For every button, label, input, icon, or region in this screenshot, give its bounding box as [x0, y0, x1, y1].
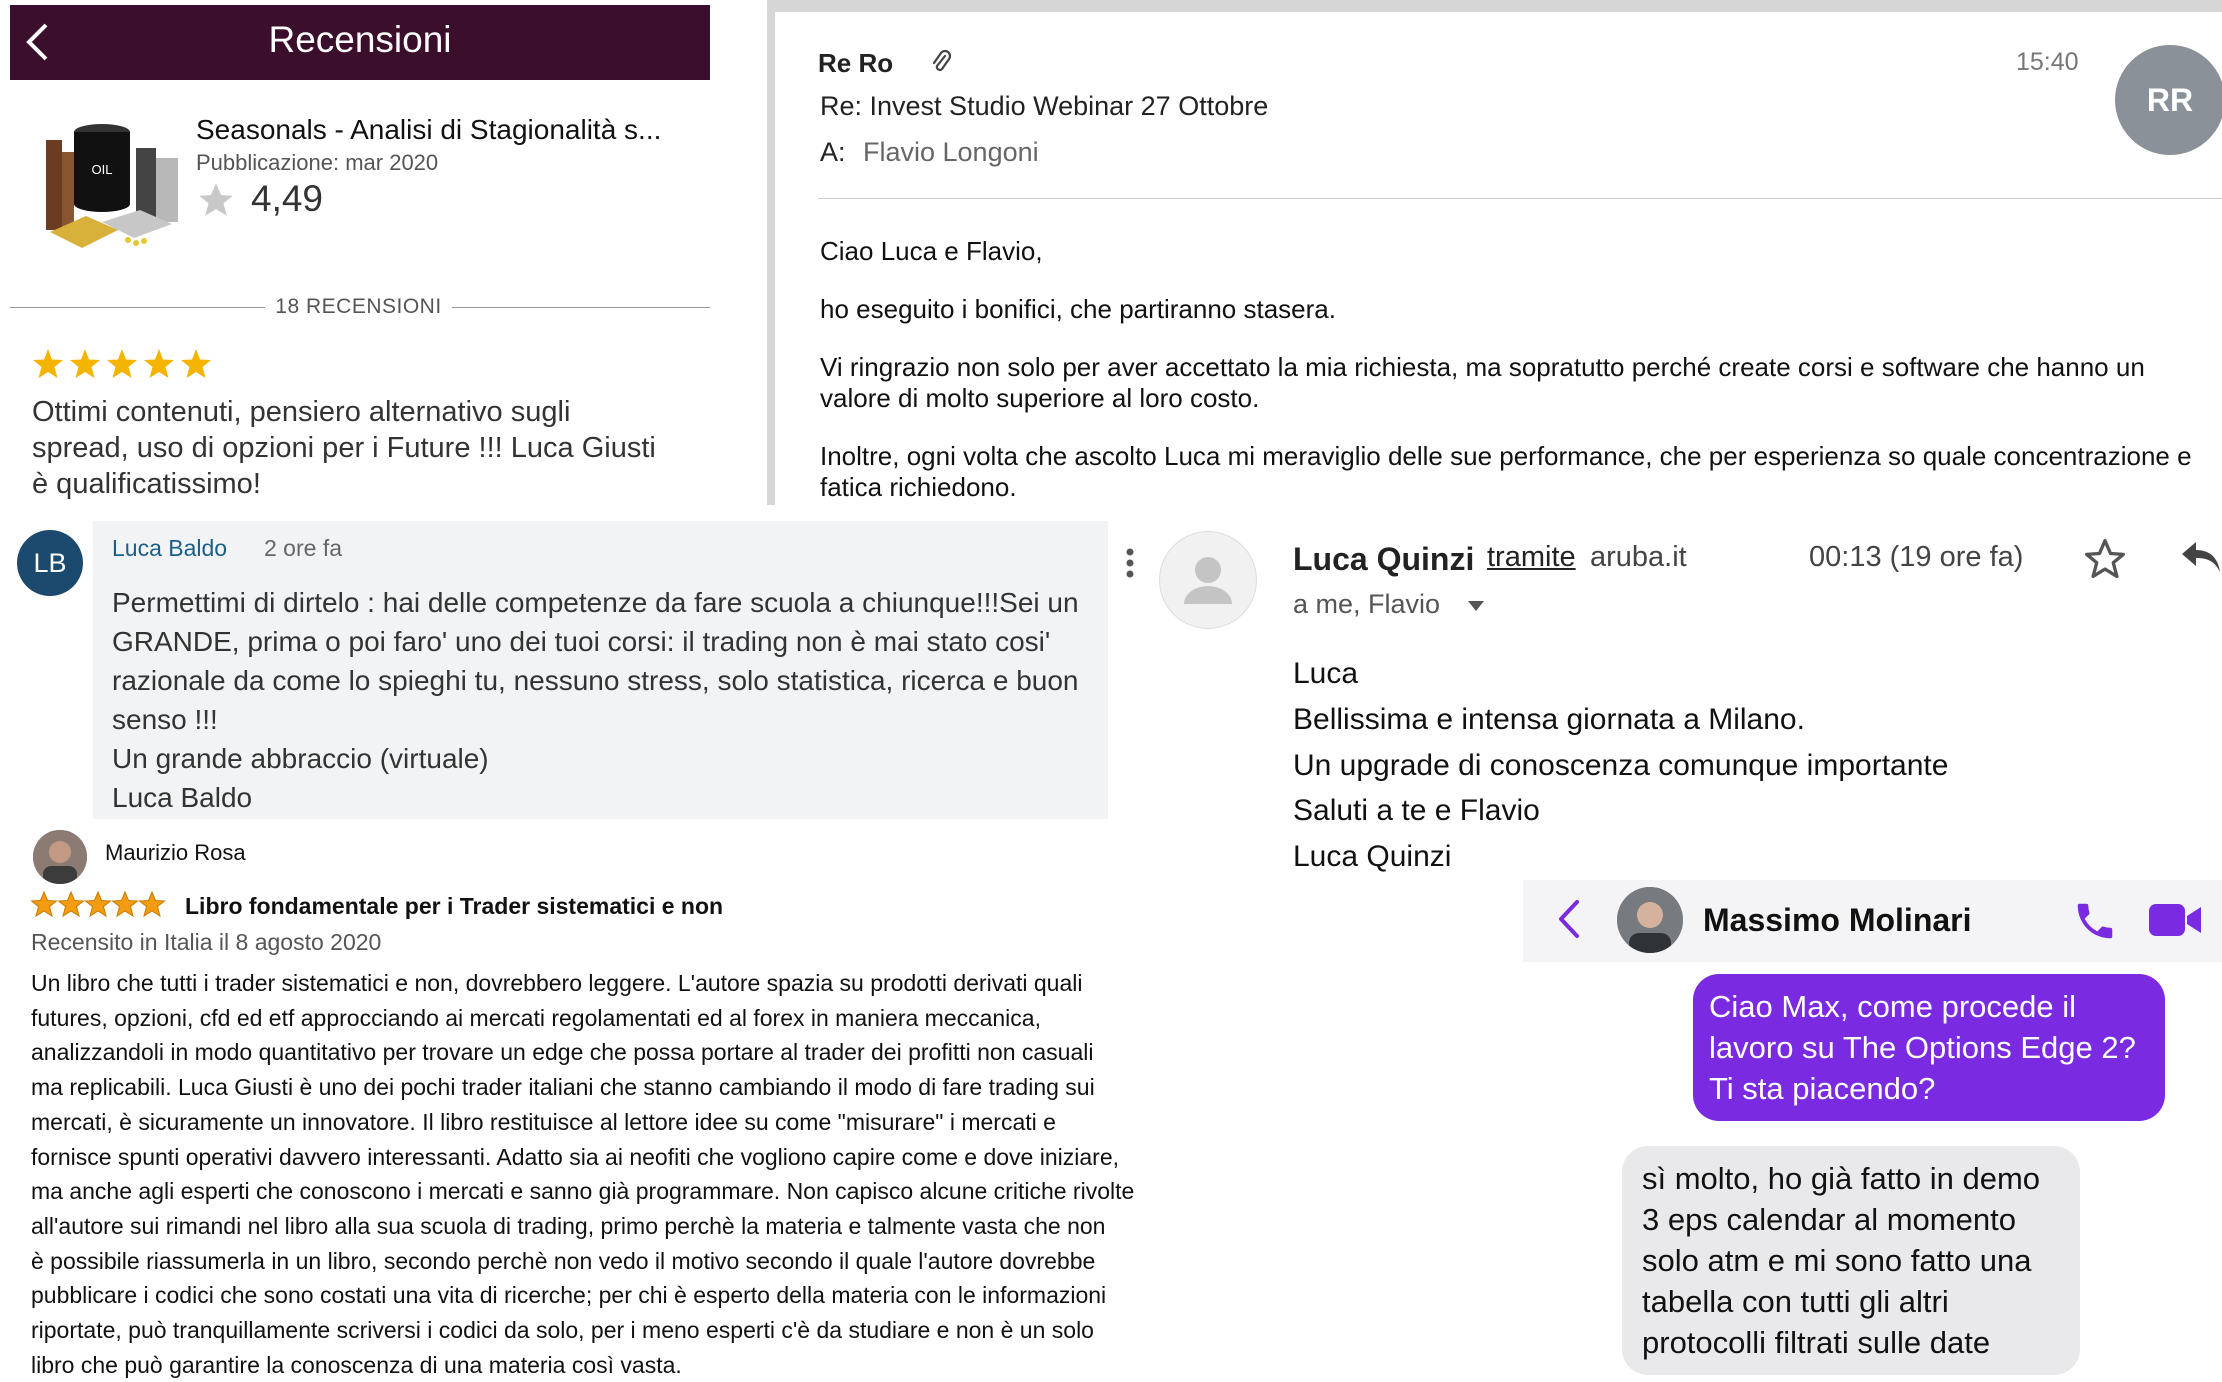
- average-rating: 4,49: [251, 178, 324, 219]
- star-icon[interactable]: [2083, 537, 2127, 581]
- review-line: riportate, può tranquillamente scriversi i codici da solo, per i meno esperti c'è da studiare e non è un solo: [31, 1317, 1094, 1344]
- review-line: libro che può garantire la conoscenza di una materia così vasta.: [31, 1351, 682, 1378]
- video-call-icon[interactable]: [2148, 902, 2202, 938]
- reviewer-name[interactable]: Maurizio Rosa: [105, 840, 246, 865]
- review-text: Ottimi contenuti, pensiero alternativo sugli spread, uso di opzioni per i Future !!! Luca Giusti è qualificatissimo!: [32, 396, 656, 500]
- publication-date: Pubblicazione: mar 2020: [196, 150, 439, 175]
- comment-line: Luca Baldo: [112, 782, 253, 813]
- avatar: LB: [17, 530, 83, 596]
- rating-star-icon: [196, 180, 236, 220]
- chevron-down-icon[interactable]: [1467, 600, 1485, 612]
- review-line: analizzandoli in modo quantitativo per trovare un edge che possa portare al trader dei profitti non casuali: [31, 1039, 1094, 1066]
- divider: [10, 307, 265, 308]
- review-line: futures, opzioni, cfd ed etf approcciando ai mercati regolamentati ed al forex in maniera meccanica,: [31, 1004, 1041, 1031]
- via-link[interactable]: tramite: [1487, 541, 1576, 573]
- divider: [818, 198, 2222, 199]
- product-image: [40, 112, 182, 252]
- email-body-paragraph: ho eseguito i bonifici, che partiranno stasera.: [820, 294, 1336, 324]
- reviews-count: 18 RECENSIONI: [275, 295, 442, 318]
- review-line: Un libro che tutti i trader sistematici e non, dovrebbero leggere. L'autore spazia su prodotti derivati quali: [31, 970, 1083, 996]
- comment-line: Permettimi di dirtelo : hai delle competenze da fare scuola a chiunque!!!Sei un: [112, 587, 1079, 618]
- review-line: fornisce spunti operativi davvero interessanti. Adatto sia ai neofiti che vogliono capire come e dove iniziare,: [31, 1143, 1119, 1170]
- email-line: Luca: [1293, 657, 1359, 690]
- incoming-message: sì molto, ho già fatto in demo 3 eps calendar al momento solo atm e mi sono fatto una tabella con tutti gli altri protocolli filtrati sulle date: [1622, 1146, 2080, 1375]
- review-meta: Recensito in Italia il 8 agosto 2020: [31, 929, 382, 955]
- email-sender: Luca Quinzi: [1293, 541, 1475, 577]
- reply-icon[interactable]: [2180, 540, 2222, 574]
- email-line: Bellissima e intensa giornata a Milano.: [1293, 702, 1805, 736]
- comment-line: GRANDE, prima o poi faro' uno dei tuoi corsi: il trading non è mai stato cosi': [112, 626, 1051, 657]
- email-time: 15:40: [2016, 48, 2079, 76]
- review-line: pubblicare i codici che sono costati una vita di ricerche; per chi è esperto della materia con le informazioni: [31, 1282, 1107, 1309]
- email-time: 00:13 (19 ore fa): [1809, 541, 2024, 573]
- email-body: [1293, 651, 1948, 880]
- sender-domain: aruba.it: [1590, 541, 1687, 573]
- recipient-label: A:: [820, 137, 846, 167]
- review-stars: [32, 347, 222, 383]
- email-sender: Re Ro: [818, 48, 894, 78]
- more-options-icon[interactable]: [1125, 548, 1135, 578]
- window-frame: [767, 0, 2222, 12]
- email-line: Un upgrade di conoscenza comunque importante: [1293, 748, 1949, 782]
- book-title[interactable]: Seasonals - Analisi di Stagionalità s...: [196, 114, 662, 145]
- email-line: Saluti a te e Flavio: [1293, 794, 1540, 828]
- window-frame: [767, 0, 775, 505]
- email-body-paragraph: Ciao Luca e Flavio,: [820, 236, 1043, 266]
- email-subject: Re: Invest Studio Webinar 27 Ottobre: [820, 91, 1269, 121]
- divider: [452, 307, 710, 308]
- email-recipient[interactable]: Flavio Longoni: [863, 137, 1039, 167]
- comment-line: senso !!!: [112, 704, 218, 735]
- reviews-header: [10, 5, 710, 80]
- review-body: [31, 966, 1231, 1382]
- outgoing-message: Ciao Max, come procede il lavoro su The Options Edge 2? Ti sta piacendo?: [1693, 974, 2165, 1121]
- review-line: all'autore sui rimandi nel libro alla sua scuola di trading, primo perchè la materia e talmente vasta che non: [31, 1212, 1106, 1239]
- comment-text: [112, 583, 1112, 817]
- attachment-icon[interactable]: [930, 48, 952, 76]
- page-title: Recensioni: [268, 19, 452, 60]
- svg-text:OIL: OIL: [91, 162, 113, 177]
- email-recipients[interactable]: a me, Flavio: [1293, 589, 1441, 619]
- review-stars: [31, 891, 171, 919]
- avatar: [33, 830, 87, 884]
- review-line: ma replicabili. Luca Giusti è uno dei pochi trader italiani che stanno cambiando il modo di fare trading sui: [31, 1074, 1095, 1101]
- comment-line: Un grande abbraccio (virtuale): [112, 743, 489, 774]
- review-line: ma anche agli esperti che conoscono i mercati e sanno già programmare. Non capisco alcune critiche rivolte: [31, 1178, 1135, 1205]
- back-arrow-icon[interactable]: [1555, 898, 1581, 940]
- contact-name[interactable]: Massimo Molinari: [1703, 902, 1972, 938]
- comment-author[interactable]: Luca Baldo: [112, 535, 228, 561]
- email-body-paragraph: Vi ringrazio non solo per aver accettato la mia richiesta, ma sopratutto perché create corsi e software che hanno un valore di molto superiore al loro costo.: [820, 352, 2145, 413]
- review-title[interactable]: Libro fondamentale per i Trader sistematici e non: [185, 893, 724, 919]
- review-line: è possibile riassumerla in un libro, secondo perchè non vedo il motivo secondo il quale l'autore dovrebbe: [31, 1247, 1096, 1274]
- avatar: [1617, 887, 1683, 953]
- review-line: mercati, è sicuramente un innovatore. Il libro restituisce al lettore idee su come "misurare" i mercati e: [31, 1108, 1056, 1135]
- email-line: Luca Quinzi: [1293, 840, 1452, 874]
- avatar: RR: [2115, 45, 2222, 155]
- avatar: [1159, 531, 1257, 629]
- comment-time: 2 ore fa: [264, 535, 342, 561]
- comment-line: razionale da come lo spieghi tu, nessuno stress, solo statistica, ricerca e buon: [112, 665, 1079, 696]
- phone-icon[interactable]: [2072, 898, 2118, 944]
- email-body-paragraph: Inoltre, ogni volta che ascolto Luca mi meraviglio delle sue performance, che per esperienza so quale concentrazione e fatica richiedono.: [820, 441, 2192, 502]
